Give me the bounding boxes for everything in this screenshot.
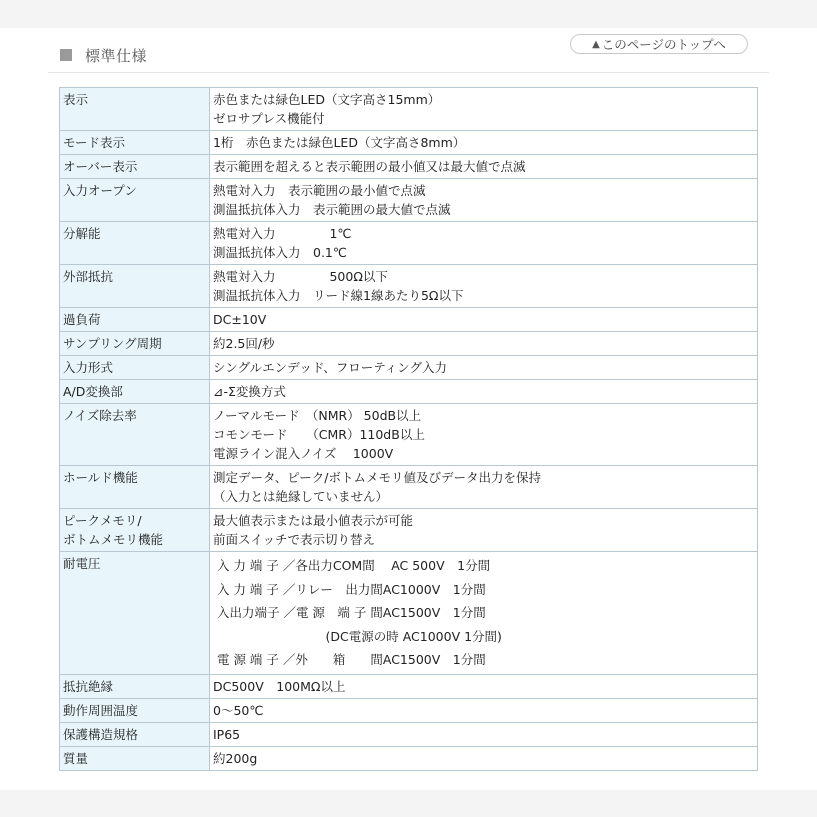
spec-value: 熱電対入力 1℃ — [213, 226, 352, 241]
spec-value-cell — [210, 265, 758, 308]
spec-label: 耐電圧 — [63, 556, 101, 571]
spec-value: 測温抵抗体入力 表示範囲の最大値で点滅 — [213, 202, 451, 217]
spec-label-cell — [60, 552, 210, 675]
spec-label-cell — [60, 332, 210, 356]
spec-label: オーバー表示 — [63, 159, 138, 174]
spec-label: 外部抵抗 — [63, 269, 114, 284]
spec-value: 測定データ、ピーク/ボトムメモリ値及びデータ出力を保持 — [213, 470, 541, 485]
spec-label: ボトムメモリ機能 — [63, 532, 164, 547]
spec-value: コモンモード （CMR）110dB以上 — [213, 427, 425, 442]
spec-value-cell — [210, 746, 758, 770]
spec-row — [60, 265, 758, 308]
spec-label-cell — [60, 380, 210, 404]
spec-row — [60, 552, 758, 675]
spec-value-cell — [210, 380, 758, 404]
spec-value: 測温抵抗体入力 リード線1線あたり5Ω以下 — [213, 288, 464, 303]
spec-value-cell — [210, 222, 758, 265]
spec-label: 保護構造規格 — [63, 726, 139, 742]
spec-row — [60, 332, 758, 356]
spec-value: 入 力 端 子 ／リレー 出力間AC1000V 1分間 — [213, 581, 486, 597]
back-to-top-link[interactable] — [570, 34, 748, 54]
spec-value: 入出力端子 ／電 源 端 子 間AC1500V 1分間 — [213, 605, 486, 621]
spec-label-cell — [60, 509, 210, 552]
spec-value-cell — [210, 698, 758, 722]
spec-label: 入力オープン — [63, 183, 137, 198]
spec-value: 前面スイッチで表示切り替え — [213, 532, 376, 547]
spec-label: ピークメモリ/ — [63, 513, 142, 528]
spec-label: A/D変換部 — [63, 384, 123, 399]
spec-label: サンプリング周期 — [63, 336, 162, 351]
header-divider — [48, 72, 769, 73]
spec-label: 動作周囲温度 — [63, 702, 139, 718]
spec-row — [60, 380, 758, 404]
spec-value-cell — [210, 722, 758, 746]
spec-value-cell — [210, 88, 758, 131]
spec-label-cell — [60, 356, 210, 380]
spec-row — [60, 404, 758, 466]
spec-value: 熱電対入力 表示範囲の最小値で点滅 — [213, 183, 426, 198]
square-bullet-icon — [60, 49, 72, 61]
section-title: 標準仕様 — [85, 46, 148, 65]
spec-label-cell — [60, 674, 210, 698]
spec-row — [60, 155, 758, 179]
spec-value: 表示範囲を超えると表示範囲の最小値又は最大値で点滅 — [213, 159, 526, 174]
spec-value-cell — [210, 155, 758, 179]
section-header — [60, 43, 147, 67]
spec-value: ⊿-Σ変換方式 — [213, 384, 286, 399]
spec-row — [60, 698, 758, 722]
spec-row — [60, 746, 758, 770]
spec-label: 入力形式 — [63, 360, 114, 375]
spec-value-cell — [210, 356, 758, 380]
spec-label: ノイズ除去率 — [63, 408, 137, 423]
spec-label-cell — [60, 179, 210, 222]
spec-label: モード表示 — [63, 135, 126, 150]
spec-value: DC500V 100MΩ以上 — [213, 678, 346, 694]
spec-table — [59, 87, 758, 771]
spec-value: シングルエンデッド、フローティング入力 — [213, 360, 447, 375]
spec-row — [60, 308, 758, 332]
spec-label-cell — [60, 746, 210, 770]
spec-value-cell — [210, 332, 758, 356]
spec-value: IP65 — [213, 726, 241, 742]
spec-label-cell — [60, 722, 210, 746]
spec-label: 過負荷 — [63, 312, 101, 327]
spec-label: 抵抗絶縁 — [63, 678, 114, 694]
spec-value: 約200g — [213, 750, 258, 766]
spec-value-cell — [210, 179, 758, 222]
spec-value-cell — [210, 308, 758, 332]
spec-value-cell — [210, 404, 758, 466]
spec-label-cell — [60, 88, 210, 131]
spec-row — [60, 466, 758, 509]
spec-value: 測温抵抗体入力 0.1℃ — [213, 245, 347, 260]
spec-value-cell — [210, 466, 758, 509]
spec-value-cell — [210, 509, 758, 552]
spec-label-cell — [60, 404, 210, 466]
spec-label-cell — [60, 698, 210, 722]
spec-value: 赤色または緑色LED（文字高さ15mm） — [213, 92, 441, 107]
spec-label-cell — [60, 131, 210, 155]
spec-row — [60, 179, 758, 222]
spec-row — [60, 509, 758, 552]
spec-row — [60, 356, 758, 380]
spec-row — [60, 722, 758, 746]
spec-label: 表示 — [63, 92, 89, 107]
spec-value-cell — [210, 131, 758, 155]
back-to-top-label: このページのトップへ — [601, 37, 726, 52]
spec-row — [60, 131, 758, 155]
spec-label: 分解能 — [63, 226, 101, 241]
spec-label: ホールド機能 — [63, 470, 138, 485]
spec-value: （入力とは絶縁していません） — [213, 489, 389, 504]
spec-label-cell — [60, 222, 210, 265]
spec-label-cell — [60, 308, 210, 332]
spec-label-cell — [60, 155, 210, 179]
spec-value: ノーマルモード （NMR） 50dB以上 — [213, 408, 422, 423]
spec-label-cell — [60, 265, 210, 308]
spec-value: 1桁 赤色または緑色LED（文字高さ8mm） — [213, 135, 466, 150]
spec-value: 電 源 端 子 ／外 箱 間AC1500V 1分間 — [213, 652, 486, 668]
spec-label-cell — [60, 466, 210, 509]
spec-value: 0～50℃ — [213, 702, 264, 718]
content-panel — [0, 28, 817, 790]
spec-value: ゼロサプレス機能付 — [213, 111, 325, 126]
spec-value: (DC電源の時 AC1000V 1分間) — [213, 628, 502, 644]
up-triangle-icon: ▲ — [592, 38, 600, 50]
spec-value: DC±10V — [213, 312, 267, 327]
spec-value: 熱電対入力 500Ω以下 — [213, 269, 388, 284]
spec-label: 質量 — [63, 750, 89, 766]
spec-row — [60, 88, 758, 131]
spec-value: 入 力 端 子 ／各出力COM間 AC 500V 1分間 — [213, 558, 491, 573]
spec-value: 最大値表示または最小値表示が可能 — [213, 513, 414, 528]
spec-value: 約2.5回/秒 — [213, 336, 275, 351]
spec-row — [60, 222, 758, 265]
spec-value-cell — [210, 674, 758, 698]
spec-value: 電源ライン混入ノイズ 1000V — [213, 446, 394, 461]
spec-value-cell — [210, 552, 758, 675]
spec-row — [60, 674, 758, 698]
